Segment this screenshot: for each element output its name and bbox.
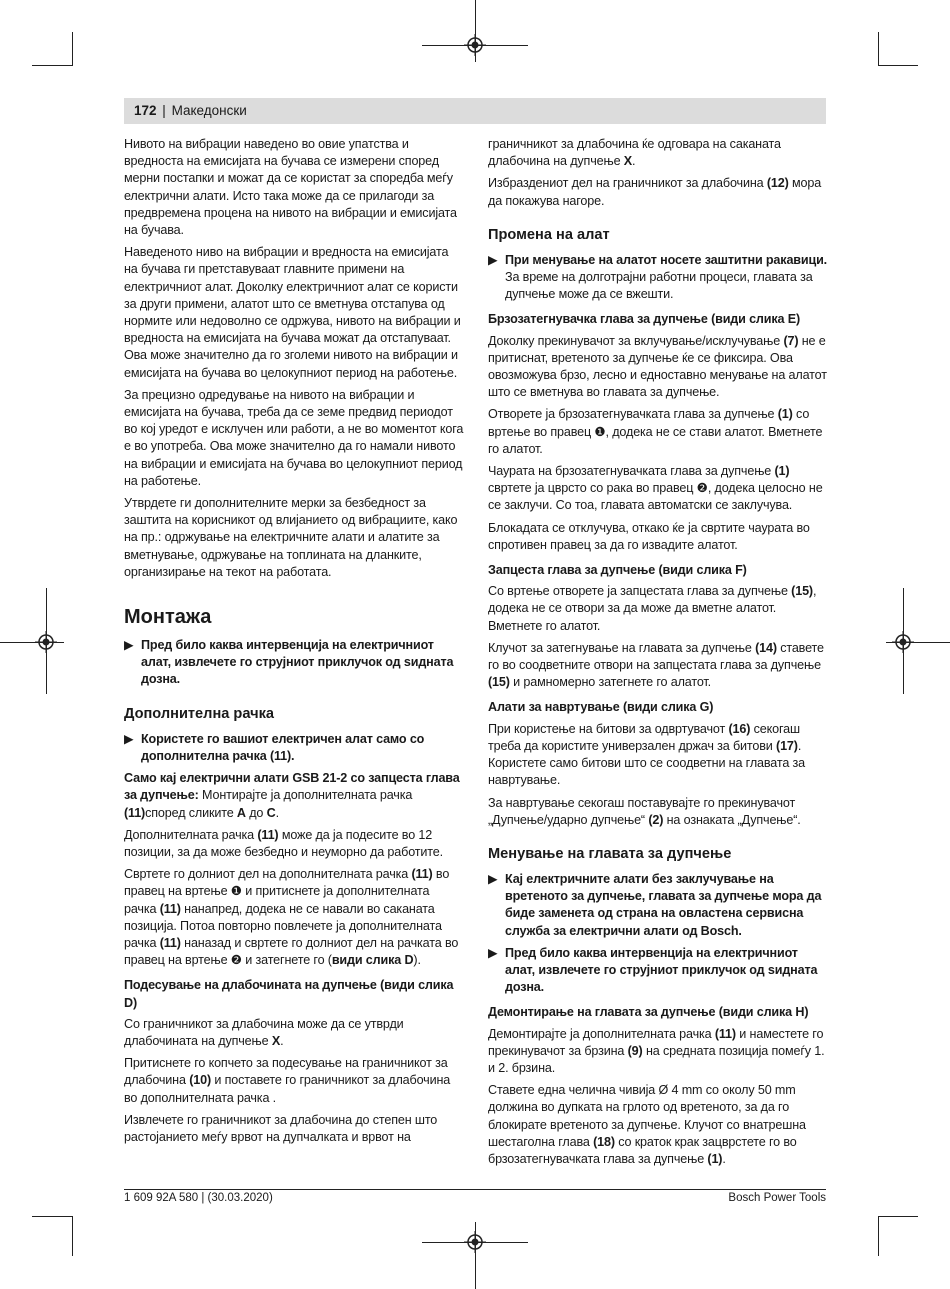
- section-heading-menuvanje: Менување на главата за дупчење: [488, 845, 732, 862]
- page-language: Македонски: [171, 103, 247, 118]
- crop-mark: [878, 1216, 879, 1256]
- paragraph: Свртете го долниот дел на дополнителната рачка (11) во правец на вртење ❶ и притиснете ја дополнителната рачка (11) нанапред, додека не се навали во саканата позиција. Потоа повторно повлечете ја дополнителната рачка (11) наназад и свртете го долниот дел на рачката во правец на вртење ❷ и затегнете го (види слика D).: [124, 867, 459, 968]
- paragraph: Со граничникот за длабочина може да се утврди длабочината на дупчење X.: [124, 1016, 404, 1048]
- section-heading-promena: Промена на алат: [488, 226, 610, 243]
- bullet-arrow-icon: ▶: [488, 252, 498, 267]
- bullet-arrow-icon: ▶: [488, 945, 498, 960]
- paragraph: За навртување секогаш поставувајте го прекинувачот „Дупчење/ударно дупчење“ (2) на ознаката „Дупчење“.: [488, 795, 801, 827]
- crop-mark: [32, 1216, 72, 1217]
- crop-mark: [72, 32, 73, 66]
- crop-mark: [878, 32, 879, 66]
- paragraph: Демонтирајте ја дополнителната рачка (11) и наместете го прекинувачот за брзина (9) на средната позиција помеѓу 1. и 2. брзина.: [488, 1026, 825, 1075]
- header-separator: |: [162, 103, 166, 118]
- crop-mark: [72, 1216, 73, 1256]
- registration-target-icon: [464, 34, 486, 56]
- section-heading-rachka: Дополнителна рачка: [124, 705, 274, 722]
- registration-target-icon: [35, 631, 57, 653]
- right-column: [488, 136, 828, 1173]
- subsection-heading: Брзозатегнувачка глава за дупчење (види слика E): [488, 312, 801, 327]
- subsection-heading: Алати за навртување (види слика G): [488, 700, 714, 715]
- warning-bullet: ▶ При менување на алатот носете заштитни ракавици. За време на долготрајни работни процеси, главата за дупчење може да се вжешти.: [488, 252, 828, 302]
- paragraph: Извлечете го граничникот за длабочина до степен што растојанието меѓу врвот на дупчалката и врвот на: [124, 1112, 438, 1144]
- bullet-arrow-icon: ▶: [124, 638, 134, 653]
- paragraph: Нивото на вибрации наведено во овие упатства и вредноста на емисијата на бучава се измерени според мерни постапки и можат да се користат за споредба меѓу електрични алати. Исто така може да се прилагоди за предвремена процена на нивото на вибрации и емисијата на бучава.: [124, 137, 457, 238]
- warning-bullet: ▶ Кај електричните алати без заклучување на вретеното за дупчење, главата за дупчење мора да биде заменета од страна на овластена сервисна служба за електрични алати од Bosch.: [488, 871, 822, 938]
- paragraph: граничникот за длабочина ќе одговара на саканата длабочина на дупчење X.: [488, 137, 781, 169]
- warning-bullet: ▶ Пред било каква интервенција на електричниот алат, извлечете го струјниот приклучок од ѕидната дозна.: [124, 638, 454, 687]
- paragraph: Избраздениот дел на граничникот за длабочина (12) мора да покажува нагоре.: [488, 176, 822, 208]
- crop-mark: [878, 1216, 918, 1217]
- bullet-arrow-icon: ▶: [124, 731, 134, 746]
- footer-rule: [124, 1189, 826, 1190]
- registration-target-icon: [464, 1231, 486, 1253]
- paragraph: Само кај електрични алати GSB 21-2 со запцеста глава за дупчење: Монтирајте ја дополнителната рачка (11)според сликите A до C.: [124, 771, 460, 820]
- section-heading-montaza: Монтажа: [124, 606, 212, 629]
- paragraph: При користење на битови за одвртувачот (16) секогаш треба да користите универзален држач за битови (17). Користете само битови што се соодветни на главата за навртување.: [488, 721, 806, 788]
- paragraph: Клучот за затегнување на главата за дупчење (14) ставете го во соодветните отвори на запцестата глава за дупчење (15) и рамномерно затегнете го алатот.: [488, 640, 824, 690]
- subsection-heading: Запцеста глава за дупчење (види слика F): [488, 563, 747, 578]
- warning-bullet: ▶ Пред било каква интервенција на електричниот алат, извлечете го струјниот приклучок од ѕидната дозна.: [488, 945, 818, 995]
- bullet-arrow-icon: ▶: [488, 871, 498, 886]
- paragraph: Наведеното ниво на вибрации и вредноста на емисијата на бучава ги претставуваат главните примени на електричниот алат. Доколку електричниот алат се користи за други примени, алатот што се вметнува отстапува од нормите или недоволно се одржува, нивото на вибрации и вредноста на емисијата на бучава можат да отстапуваат. Ова може значително да го зголеми нивото на вибрации и емисијата на бучава во целокупниот период на работење.: [124, 245, 461, 380]
- crop-mark: [878, 65, 918, 66]
- paragraph: Ставете една челична чивија Ø 4 mm со околу 50 mm должина во дупката на грлото од вретеното, за да го блокирате вретеното за дупчење. Клучот со внатрешна шестаголна глава (18) со краток крак зацврстете го во брзозатегнувачката глава за дупчење (1).: [488, 1083, 806, 1166]
- footer-doc-number: 1 609 92A 580 | (30.03.2020): [124, 1192, 273, 1204]
- paragraph: Притиснете го копчето за подесување на граничникот за длабочина (10) и поставете го граничникот за длабочина во дополнителната рачка .: [124, 1056, 451, 1105]
- footer-brand: Bosch Power Tools: [728, 1192, 826, 1204]
- subsection-heading: Демонтирање на главата за дупчење (види слика H): [488, 1005, 809, 1020]
- paragraph: Отворете ја брзозатегнувачката глава за дупчење (1) со вртење во правец ❶, додека не се стави алатот. Вметнете го алатот.: [488, 407, 823, 456]
- paragraph: Со вртење отворете ја запцестата глава за дупчење (15), додека не се отвори за да може да вметне алатот. Вметнете го алатот.: [488, 584, 817, 633]
- crop-mark: [32, 65, 72, 66]
- subsection-heading: Подесување на длабочината на дупчење (види слика D): [124, 978, 454, 1010]
- left-column: [124, 136, 464, 1151]
- page-number: 172: [134, 103, 157, 118]
- warning-bullet: ▶ Користете го вашиот електричен алат само со дополнителна рачка (11).: [124, 731, 425, 763]
- paragraph: Утврдете ги дополнителните мерки за безбедност за заштита на корисникот од влијанието од вибрациите, како на пр.: одржување на електричните алати и алатите за вметнување, одржување на топлината на дланките, организирање на текот на работата.: [124, 496, 458, 579]
- registration-target-icon: [892, 631, 914, 653]
- paragraph: Блокадата се отклучува, откако ќе ја свртите чаурата во спротивен правец за да го извадите алатот.: [488, 520, 810, 552]
- page-header: [134, 102, 247, 120]
- paragraph: Доколку прекинувачот за вклучување/исклучување (7) не е притиснат, вретеното за дупчење ќе се фиксира. Ова овозможува брзо, лесно и едноставно менување на алатот што се вметнува во главата за дупчење.: [488, 333, 827, 400]
- paragraph: За прецизно одредување на нивото на вибрации и емисијата на бучава, треба да се земе предвид периодот во кој уредот е исклучен или работи, а не во моментот кога е во употреба. Ова може значително да го намали нивото на вибрации и емисијата на бучава во целокупниот период на работење.: [124, 387, 464, 488]
- paragraph: Чаурата на брзозатегнувачката глава за дупчење (1) свртете ја цврсто со рака во правец ❷, додека целосно не се заклучи. Со тоа, главата автоматски се заклучува.: [488, 464, 823, 513]
- paragraph: Дополнителната рачка (11) може да ја подесите во 12 позиции, за да може безбедно и неуморно да работите.: [124, 827, 443, 859]
